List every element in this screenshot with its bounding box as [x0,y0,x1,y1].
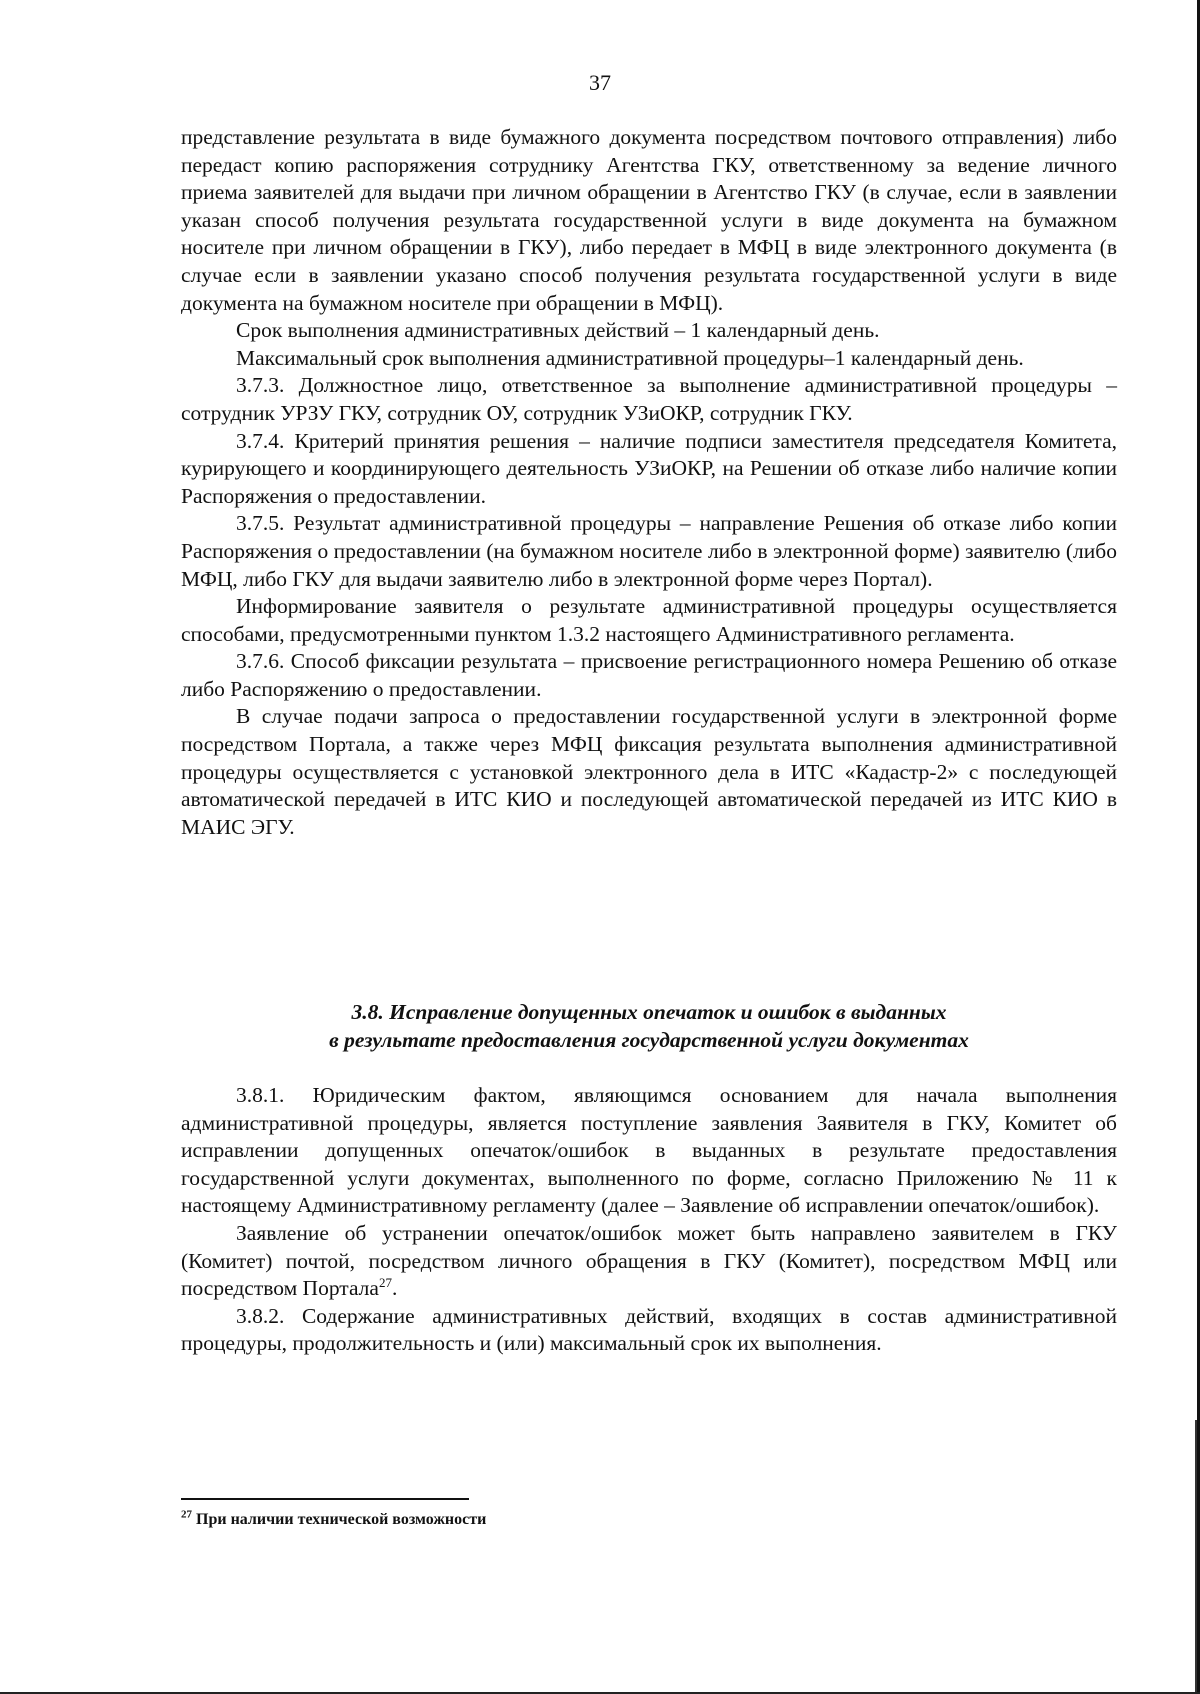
paragraph-correction-request [181,1220,1117,1303]
footnote-reference[interactable]: 27 [378,1275,392,1290]
paragraph-continuation: представление результата в виде бумажного документа посредством почтового отправления) либо передаст копию распоряжения сотруднику Агентства ГКУ, ответственному за ведение личного приема заявителей для выдачи при личном обращении в Агентство ГКУ (в случае, если в заявлении указан способ получения результата государственной услуги в виде документа на бумажном носителе при личном обращении в ГКУ), либо передает в МФЦ в виде электронного документа (в случае если в заявлении указано способ получения результата государственной услуги в виде документа на бумажном носителе при обращении в МФЦ). [181,125,1117,315]
footnote [181,1510,486,1530]
section-3-7-text [181,124,1117,841]
paragraph-electronic-fixation: В случае подачи запроса о предоставлении государственной услуги в электронной форме посредством Портала, а также через МФЦ фиксация результата выполнения административной процедуры осуществляется с установкой электронного дела в ИТС «Кадастр-2» с последующей автоматической передачей в ИТС КИО и последующей автоматической передачей из ИТС КИО в МАИС ЭГУ. [181,704,1117,839]
paragraph-informing: Информирование заявителя о результате административной процедуры осуществляется способами, предусмотренными пунктом 1.3.2 настоящего Административного регламента. [181,594,1117,646]
paragraph-3-8-2: 3.8.2. Содержание административных действий, входящих в состав административной процедуры, продолжительность и (или) максимальный срок их выполнения. [181,1303,1117,1356]
scan-edge-right-lower [1195,1420,1197,1694]
footnote-divider [181,1498,469,1500]
paragraph-max-term: Максимальный срок выполнения административной процедуры–1 календарный день. [236,345,1024,370]
paragraph-3-7-5: 3.7.5. Результат административной процедуры – направление Решения об отказе либо копии Распоряжения о предоставлении (на бумажном носителе либо в электронной форме) заявителю (либо МФЦ, либо ГКУ для выдачи заявителю либо в электронной форме через Портал). [181,511,1117,591]
heading-line-1: 3.8. Исправление допущенных опечаток и ошибок в выданных [351,1000,947,1024]
paragraph-action-term: Срок выполнения административных действий – 1 календарный день. [236,318,880,343]
section-3-8-text [181,1082,1117,1358]
correction-request-text: Заявление об устранении опечаток/ошибок может быть направлено заявителем в ГКУ (Комитет) почтой, посредством личного обращения в ГКУ (Комитет), посредством МФЦ или посредством Портала [181,1220,1117,1301]
paragraph-3-8-1: 3.8.1. Юридическим фактом, являющимся основанием для начала выполнения административной процедуры, является поступление заявления Заявителя в ГКУ, Комитет об исправлении допущенных опечаток/ошибок в выданных в результате предоставления государственной услуги документах, выполненного по форме, согласно Приложению № 11 к настоящему Административному регламенту (далее – Заявление об исправлении опечаток/ошибок). [181,1083,1117,1218]
page-number: 37 [589,70,611,95]
paragraph-3-7-4: 3.7.4. Критерий принятия решения – наличие подписи заместителя председателя Комитета, курирующего и координирующего деятельность УЗиОКР, на Решении об отказе либо наличие копии Распоряжения о предоставлении. [181,428,1117,508]
section-3-8-heading [181,998,1117,1054]
footnote-text: При наличии технической возможности [196,1511,487,1528]
footnote-number: 27 [181,1508,192,1521]
correction-request-end: . [391,1276,398,1301]
paragraph-3-7-3: 3.7.3. Должностное лицо, ответственное за выполнение административной процедуры – сотрудник УРЗУ ГКУ, сотрудник ОУ, сотрудник УЗиОКР, сотрудник ГКУ. [181,373,1117,425]
paragraph-3-7-6: 3.7.6. Способ фиксации результата – присвоение регистрационного номера Решению об отказе либо Распоряжению о предоставлении. [181,649,1117,701]
heading-line-2: в результате предоставления государственной услуги документах [329,1028,969,1052]
